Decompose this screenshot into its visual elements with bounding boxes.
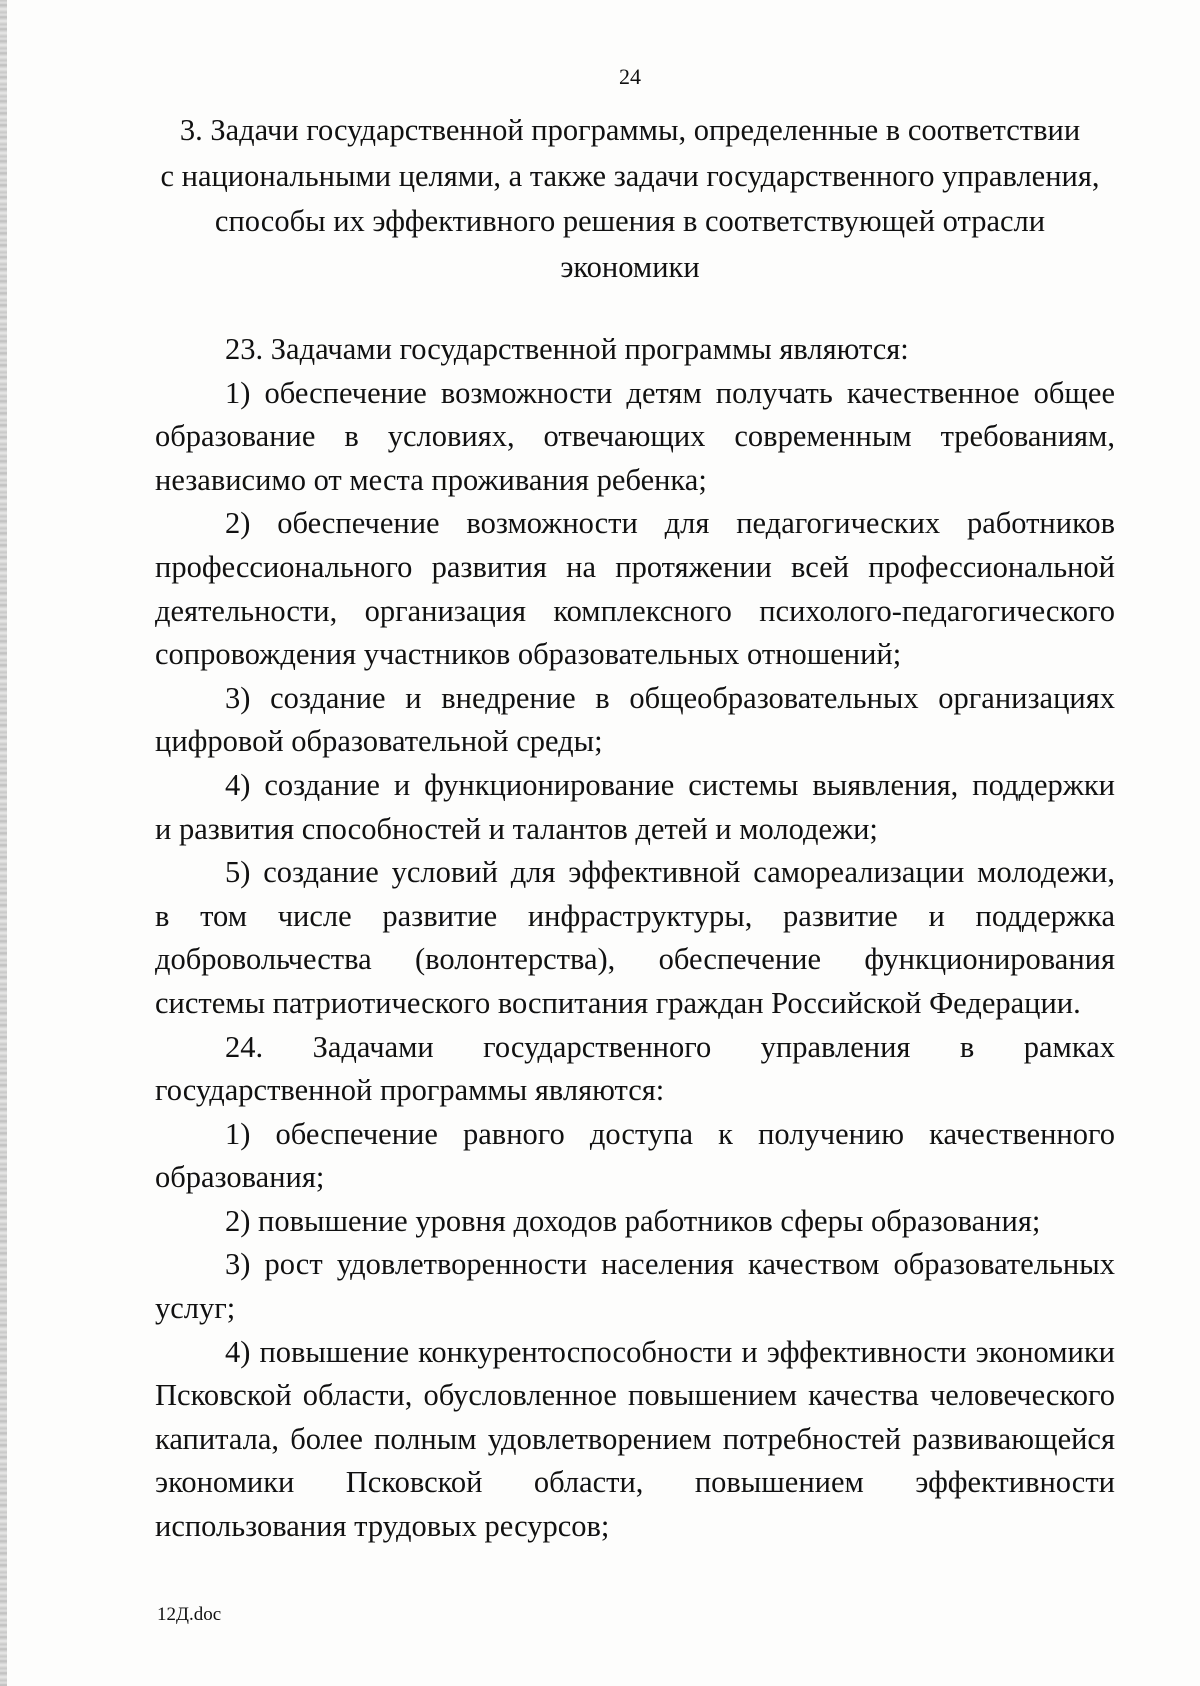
text-line: государственной программы являются:	[155, 1073, 665, 1108]
paragraph-24-item-3	[155, 1243, 1115, 1330]
document-body	[155, 328, 1115, 1549]
text-line: 3) создание и внедрение в общеобразовательных организациях	[225, 680, 1115, 715]
text-line: услуг;	[155, 1291, 236, 1326]
text-line: 23. Задачами государственной программы являются:	[225, 332, 909, 366]
text-line: 4) повышение конкурентоспособности и эффективности экономики	[225, 1334, 1115, 1369]
text-line: независимо от места проживания ребенка;	[155, 462, 707, 497]
text-line: 5) создание условий для эффективной самореализации молодежи,	[225, 855, 1115, 890]
text-line: деятельности, организация комплексного психолого-педагогического	[155, 593, 1115, 628]
text-line: Псковской области, обусловленное повышением качества человеческого	[155, 1378, 1115, 1413]
file-name-footer: 12Д.doc	[157, 1604, 222, 1625]
paragraph-23-item-2	[155, 502, 1115, 676]
paragraph-23-intro	[155, 328, 1115, 372]
paragraph-24-item-4	[155, 1331, 1115, 1549]
text-line: системы патриотического воспитания граждан Российской Федерации.	[155, 985, 1081, 1020]
text-line: 2) обеспечение возможности для педагогических работников	[225, 506, 1115, 541]
text-line: 4) создание и функционирование системы выявления, поддержки	[225, 767, 1115, 802]
text-line: и развития способностей и талантов детей и молодежи;	[155, 811, 878, 846]
text-line: в том числе развитие инфраструктуры, развитие и поддержка	[155, 898, 1115, 933]
text-line: капитала, более полным удовлетворением потребностей развивающейся	[155, 1421, 1115, 1456]
text-line: 2) повышение уровня доходов работников сферы образования;	[225, 1203, 1041, 1238]
text-line: использования трудовых ресурсов;	[155, 1509, 610, 1544]
heading-line: 3. Задачи государственной программы, определенные в соответствии	[179, 113, 1081, 147]
paragraph-24-item-1	[155, 1113, 1115, 1200]
paragraph-23-item-4	[155, 764, 1115, 851]
text-line: 1) обеспечение возможности детям получать качественное общее	[225, 375, 1115, 410]
heading-line: экономики	[560, 249, 700, 284]
text-line: добровольчества (волонтерства), обеспечение функционирования	[155, 942, 1115, 977]
text-line: экономики Псковской области, повышением эффективности	[155, 1465, 1115, 1500]
paragraph-23-item-1	[155, 372, 1115, 503]
text-line: образования;	[155, 1160, 325, 1195]
heading-line: с национальными целями, а также задачи государственного управления,	[160, 158, 1100, 193]
text-line: сопровождения участников образовательных отношений;	[155, 637, 902, 672]
text-line: цифровой образовательной среды;	[155, 724, 603, 759]
text-line: 3) рост удовлетворенности населения качеством образовательных	[225, 1247, 1115, 1282]
text-line: образование в условиях, отвечающих современным требованиям,	[155, 419, 1115, 454]
heading-line: способы их эффективного решения в соответствующей отрасли	[214, 204, 1046, 238]
text-line: 24. Задачами государственного управления в рамках	[225, 1029, 1115, 1064]
paragraph-24-intro	[155, 1026, 1115, 1113]
text-line: 1) обеспечение равного доступа к получению качественного	[225, 1116, 1115, 1151]
paragraph-23-item-3	[155, 677, 1115, 764]
scan-edge-artifact	[0, 0, 7, 1686]
page-number: 24	[619, 64, 641, 89]
section-heading	[150, 108, 1110, 290]
paragraph-24-item-2	[155, 1200, 1115, 1244]
text-line: профессионального развития на протяжении всей профессиональной	[155, 549, 1115, 584]
paragraph-23-item-5	[155, 851, 1115, 1025]
